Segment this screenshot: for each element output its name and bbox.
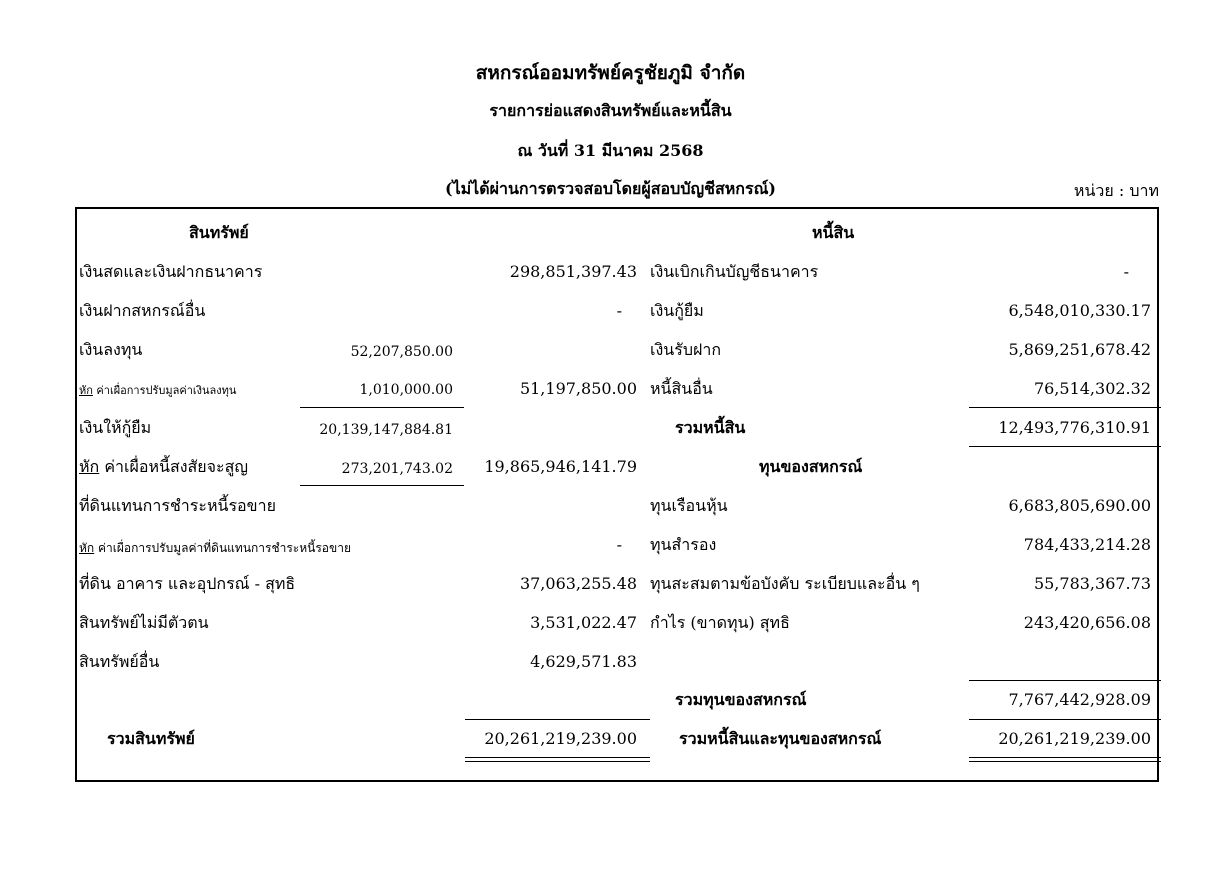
land-debt-allowance-label [79,538,351,558]
profit-label: กำไร (ขาดทุน) สุทธิ [650,613,790,632]
assets-double-rule-1 [465,757,650,758]
total-liabilities-equity-total: 20,261,219,239.00 [998,729,1151,748]
investment-allowance-text: ค่าเผื่อการปรับมูลค่าเงินลงทุน [92,384,237,397]
investment-allowance-amount: 1,010,000.00 [359,382,453,398]
accumulated-total: 55,783,367.73 [1033,574,1151,593]
report-title: สหกรณ์ออมทรัพย์ครูชัยภูมิ จำกัด [475,62,746,84]
doubtful-allowance-text: ค่าเผื่อหนี้สงสัยจะสูญ [99,457,249,476]
reserve-label: ทุนสำรอง [650,535,717,554]
intangible-label: สินทรัพย์ไม่มีตัวตน [79,613,209,632]
profit-total: 243,420,656.08 [1023,613,1151,632]
cash-label: เงินสดและเงินฝากธนาคาร [79,262,263,281]
other-assets-label: สินทรัพย์อื่น [79,652,160,671]
investments-amount: 52,207,850.00 [350,344,453,360]
loans-amount: 20,139,147,884.81 [319,422,453,438]
other-liabilities-total: 76,514,302.32 [1033,379,1151,398]
assets-double-rule-2 [465,761,650,762]
doubtful-allowance-total: 19,865,946,141.79 [484,457,637,476]
assets-header: สินทรัพย์ [189,223,249,242]
liab-double-rule-2 [969,761,1161,762]
liabilities-subtotal-rule [969,407,1161,408]
deduct-marker: หัก [79,457,100,476]
overdraft-total: - [1123,262,1129,281]
total-assets-total: 20,261,219,239.00 [484,729,637,748]
other-liabilities-label: หนี้สินอื่น [650,379,713,398]
report-subtitle: รายการย่อแสดงสินทรัพย์และหนี้สิน [489,101,732,120]
land-debt-allowance-text: ค่าเผื่อการปรับมูลค่าที่ดินแทนการชำระหนี้รอขาย [94,541,351,555]
equity-subtotal-rule [969,680,1161,681]
loans-label: เงินให้กู้ยืม [79,418,152,437]
investment-allowance-total: 51,197,850.00 [519,379,637,398]
total-assets-label: รวมสินทรัพย์ [107,729,195,748]
investment-allowance-label [79,381,236,401]
total-equity-label: รวมทุนของสหกรณ์ [675,690,807,709]
equity-total-rule [969,719,1161,720]
deduct-marker: หัก [79,541,95,555]
loans-net-rule [300,485,464,486]
audit-note: (ไม่ได้ผ่านการตรวจสอบโดยผู้สอบบัญชีสหกรณ์) [445,179,776,198]
borrowings-label: เงินกู้ยืม [650,301,704,320]
total-liabilities-label: รวมหนี้สิน [675,418,746,437]
total-equity-total: 7,767,442,928.09 [1008,690,1151,709]
intangible-total: 3,531,022.47 [530,613,637,632]
borrowings-total: 6,548,010,330.17 [1008,301,1151,320]
assets-total-rule [465,719,650,720]
ppe-label: ที่ดิน อาคาร และอุปกรณ์ - สุทธิ [79,574,296,593]
liabilities-total-rule [969,446,1161,447]
ppe-total: 37,063,255.48 [519,574,637,593]
report-date: ณ วันที่ 31 มีนาคม 2568 [517,141,704,160]
unit-label: หน่วย : บาท [1073,181,1159,200]
total-liabilities-total: 12,493,776,310.91 [998,418,1151,437]
land-debt-label: ที่ดินแทนการชำระหนี้รอขาย [79,496,276,515]
reserve-total: 784,433,214.28 [1023,535,1151,554]
overdraft-label: เงินเบิกเกินบัญชีธนาคาร [650,262,819,281]
deposits-total: 5,869,251,678.42 [1008,340,1151,359]
coop-deposits-total: - [616,301,622,320]
equity-header: ทุนของสหกรณ์ [759,457,863,476]
accumulated-label: ทุนสะสมตามข้อบังคับ ระเบียบและอื่น ๆ [650,574,920,593]
doubtful-allowance-label [79,457,248,477]
land-debt-allowance-total: - [616,535,622,554]
other-assets-total: 4,629,571.83 [530,652,637,671]
deposits-label: เงินรับฝาก [650,340,722,359]
coop-deposits-label: เงินฝากสหกรณ์อื่น [79,301,206,320]
investments-label: เงินลงทุน [79,340,143,359]
shares-total: 6,683,805,690.00 [1008,496,1151,515]
doubtful-allowance-amount: 273,201,743.02 [341,461,453,477]
balance-sheet-table [75,207,1159,782]
subtotal-rule [300,407,464,408]
liabilities-header: หนี้สิน [812,223,855,242]
total-liabilities-equity-label: รวมหนี้สินและทุนของสหกรณ์ [679,729,882,748]
deduct-marker: หัก [79,384,93,397]
shares-label: ทุนเรือนหุ้น [650,496,728,515]
cash-total: 298,851,397.43 [509,262,637,281]
liab-double-rule-1 [969,757,1161,758]
